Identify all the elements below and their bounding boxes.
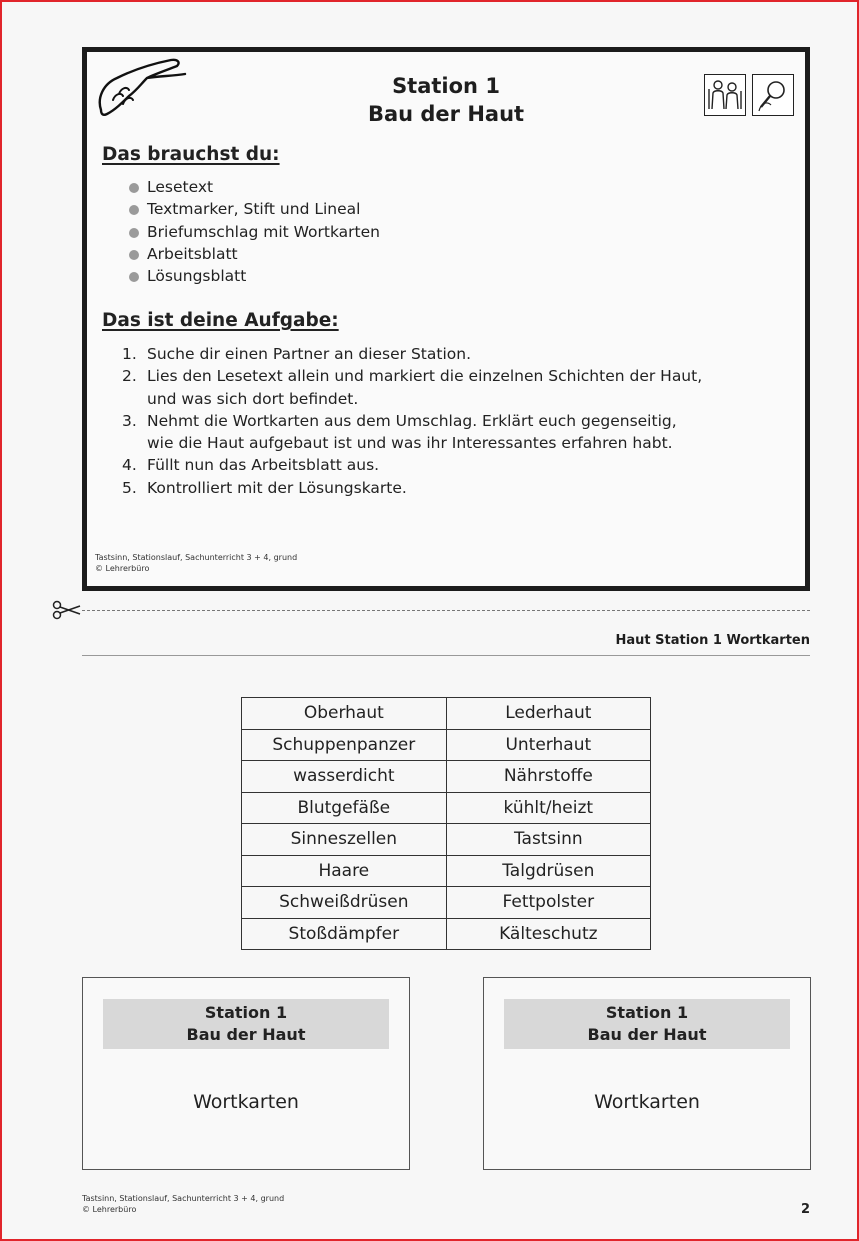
label-header bbox=[103, 999, 389, 1049]
word-card: wasserdicht bbox=[242, 761, 447, 793]
step-text: Lies den Lesetext allein und markiert die einzelnen Schichten der Haut, und was sich dort befindet. bbox=[147, 367, 703, 408]
list-item bbox=[122, 365, 762, 410]
list-item bbox=[122, 343, 762, 365]
label-header bbox=[504, 999, 790, 1049]
table-row bbox=[242, 887, 651, 919]
step-number: 3. bbox=[122, 411, 137, 430]
label-title: Station 1 bbox=[605, 1003, 689, 1022]
table-row bbox=[242, 761, 651, 793]
word-card: Tastsinn bbox=[446, 824, 650, 856]
list-item: Lesetext bbox=[125, 176, 380, 198]
table-row bbox=[242, 698, 651, 730]
page-footer-line2: © Lehrerbüro bbox=[82, 1205, 137, 1214]
station-title bbox=[87, 72, 805, 128]
envelope-label-right bbox=[483, 977, 811, 1170]
table-row bbox=[242, 918, 651, 950]
divider bbox=[82, 655, 810, 656]
label-subtitle: Bau der Haut bbox=[587, 1025, 707, 1044]
task-list bbox=[122, 343, 762, 499]
envelope-label-left bbox=[82, 977, 410, 1170]
table-row bbox=[242, 792, 651, 824]
word-card: Schweißdrüsen bbox=[242, 887, 447, 919]
label-subtitle: Bau der Haut bbox=[186, 1025, 306, 1044]
materials-heading: Das brauchst du: bbox=[102, 144, 280, 165]
step-number: 4. bbox=[122, 456, 137, 475]
step-text: Nehmt die Wortkarten aus dem Umschlag. Erklärt euch gegenseitig, wie die Haut aufgebaut ist und was ihr Interessantes erfahren habt. bbox=[147, 411, 677, 453]
table-row bbox=[242, 729, 651, 761]
station-card bbox=[82, 47, 810, 591]
list-item: Lösungsblatt bbox=[125, 265, 380, 287]
word-card: Talgdrüsen bbox=[446, 855, 650, 887]
page-footer bbox=[82, 1193, 284, 1215]
word-card: Fettpolster bbox=[446, 887, 650, 919]
word-card: Oberhaut bbox=[242, 698, 447, 730]
materials-list bbox=[125, 176, 380, 287]
label-title: Station 1 bbox=[204, 1003, 288, 1022]
step-text: Kontrolliert mit der Lösungskarte. bbox=[147, 478, 407, 497]
label-word: Wortkarten bbox=[193, 1091, 299, 1113]
word-card: Kälteschutz bbox=[446, 918, 650, 950]
cut-line bbox=[82, 610, 810, 611]
list-item bbox=[122, 410, 762, 455]
step-number: 1. bbox=[122, 345, 137, 363]
label-word: Wortkarten bbox=[594, 1091, 700, 1113]
scissors-icon bbox=[52, 600, 82, 620]
word-card: Blutgefäße bbox=[242, 792, 447, 824]
list-item bbox=[122, 477, 762, 499]
word-card: Schuppenpanzer bbox=[242, 729, 447, 761]
list-item: Briefumschlag mit Wortkarten bbox=[125, 221, 380, 243]
step-number: 5. bbox=[122, 478, 137, 497]
word-card: Sinneszellen bbox=[242, 824, 447, 856]
list-item: Arbeitsblatt bbox=[125, 243, 380, 265]
list-item: Textmarker, Stift und Lineal bbox=[125, 198, 380, 220]
card-footer-line2: © Lehrerbüro bbox=[95, 564, 150, 573]
card-footer-line1: Tastsinn, Stationslauf, Sachunterricht 3 + 4, grund bbox=[95, 553, 298, 562]
word-card: Haare bbox=[242, 855, 447, 887]
card-footer bbox=[95, 552, 297, 574]
step-text: Suche dir einen Partner an dieser Station. bbox=[147, 345, 472, 363]
page-number: 2 bbox=[800, 1202, 810, 1217]
word-card-table bbox=[241, 697, 651, 950]
page-footer-line1: Tastsinn, Stationslauf, Sachunterricht 3 + 4, grund bbox=[82, 1194, 285, 1203]
word-card: Lederhaut bbox=[446, 698, 650, 730]
table-row bbox=[242, 855, 651, 887]
word-card: kühlt/heizt bbox=[446, 792, 650, 824]
word-card: Nährstoffe bbox=[446, 761, 650, 793]
word-card: Unterhaut bbox=[446, 729, 650, 761]
table-row bbox=[242, 824, 651, 856]
list-item bbox=[122, 454, 762, 476]
step-number: 2. bbox=[122, 367, 137, 386]
station-title-line1: Station 1 bbox=[392, 74, 500, 98]
task-heading: Das ist deine Aufgabe: bbox=[102, 310, 339, 331]
step-text: Füllt nun das Arbeitsblatt aus. bbox=[147, 456, 380, 475]
section-label: Haut Station 1 Wortkarten bbox=[615, 633, 810, 648]
station-title-line2: Bau der Haut bbox=[367, 102, 525, 126]
word-card: Stoßdämpfer bbox=[242, 918, 447, 950]
